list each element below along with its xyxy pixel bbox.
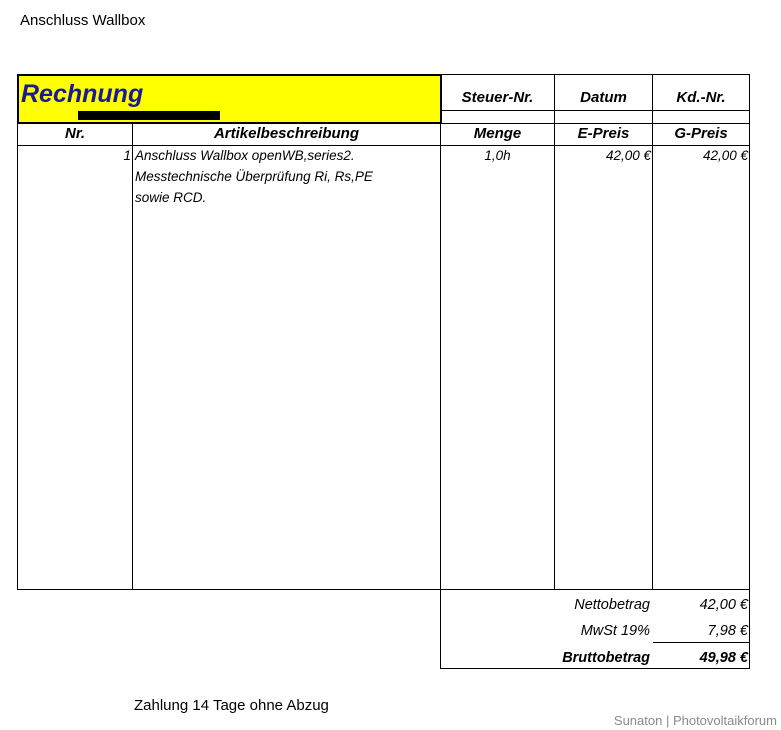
invoice-heading-box <box>17 74 442 124</box>
header-tax-number: Steuer-Nr. <box>461 89 534 106</box>
payment-note: Zahlung 14 Tage ohne Abzug <box>134 697 329 714</box>
table-border-right <box>749 74 750 669</box>
watermark: Sunaton | Photovoltaikforum <box>613 713 777 728</box>
item-description-line-1: Anschluss Wallbox openWB,series2. <box>135 148 355 163</box>
vat-value: 7,98 € <box>707 623 748 639</box>
column-header-nr: Nr. <box>64 125 85 142</box>
vat-underline <box>653 642 750 643</box>
item-total-price: 42,00 € <box>702 148 748 163</box>
invoice-heading: Rechnung <box>21 80 144 108</box>
column-divider-description <box>440 74 441 669</box>
column-header-total-price: G-Preis <box>674 125 728 142</box>
item-description-line-3: sowie RCD. <box>135 190 207 205</box>
column-header-quantity: Menge <box>473 125 522 142</box>
meta-row-divider <box>440 110 750 111</box>
header-customer-number: Kd.-Nr. <box>676 89 726 106</box>
gross-amount-value: 49,98 € <box>699 650 748 666</box>
redaction-bar <box>78 111 220 120</box>
column-header-unit-price: E-Preis <box>577 125 630 142</box>
column-header-description: Artikelbeschreibung <box>213 125 360 142</box>
vat-label: MwSt 19% <box>580 623 650 639</box>
item-unit-price: 42,00 € <box>605 148 651 163</box>
table-border-top <box>440 74 750 75</box>
item-quantity: 1,0h <box>484 148 511 163</box>
header-date: Datum <box>580 89 627 106</box>
meta-row-bottom <box>440 123 750 124</box>
gross-amount-label: Bruttobetrag <box>562 650 650 666</box>
table-border-bottom <box>17 589 750 590</box>
net-amount-label: Nettobetrag <box>574 597 650 613</box>
item-description-line-2: Messtechnische Überprüfung Ri, Rs,PE <box>135 169 373 184</box>
header-row-bottom <box>17 145 750 146</box>
item-nr: 1 <box>123 148 131 163</box>
column-divider-nr <box>132 124 133 590</box>
net-amount-value: 42,00 € <box>699 597 748 613</box>
totals-border-bottom <box>440 668 750 669</box>
document-title: Anschluss Wallbox <box>20 12 146 29</box>
